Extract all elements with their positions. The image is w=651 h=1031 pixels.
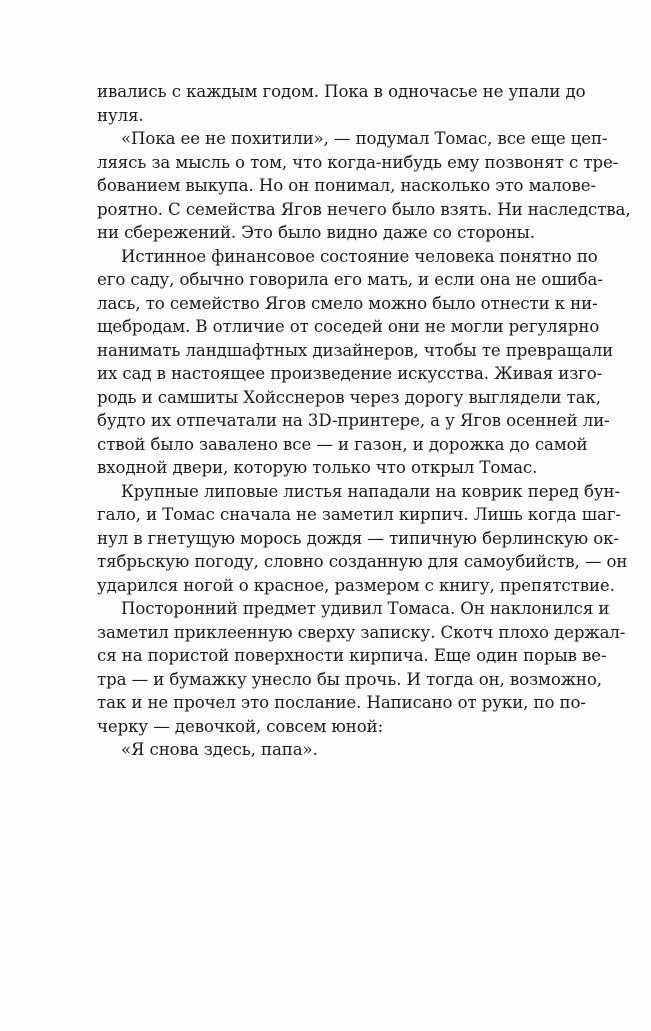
text-line: тябрьскую погоду, словно созданную для самоубийств, — он [97,552,628,571]
text-line: гало, и Томас сначала не заметил кирпич. Лишь когда шаг- [97,505,621,524]
text-line: их сад в настоящее произведение искусства. Живая изго- [97,364,603,383]
text-line: ивались с каждым годом. Пока в одночасье не упали до [97,82,586,101]
paragraph-4 [97,480,628,598]
paragraph-5 [97,597,626,738]
text-line: лась, то семейство Ягов смело можно было отнести к ни- [97,293,598,313]
text-line: Крупные липовые листья нападали на коврик перед бун- [121,481,620,501]
paragraph-6 [97,738,563,762]
paragraph-3 [97,245,614,480]
text-line: нул в гнетущую морось дождя — типичную берлинскую ок- [97,528,619,548]
text-line: его саду, обычно говорила его мать, и если она не ошиба- [97,270,603,289]
text-line: ся на пористой поверхности кирпича. Еще один порыв ве- [97,646,607,665]
paragraph-1 [97,80,586,127]
text-line: входной двери, которую только что открыл Томас. [97,458,538,477]
text-line: будто их отпечатали на 3D-принтере, а у Ягов осенней ли- [97,411,610,430]
text-line: нанимать ландшафтных дизайнеров, чтобы те превращали [97,340,614,360]
text-line: «Пока ее не похитили», — подумал Томас, все еще цеп- [121,129,608,148]
text-line: ударился ногой о красное, размером с книгу, препятствие. [97,575,615,595]
text-line: Истинное финансовое состояние человека понятно по [121,246,598,266]
text-line: родь и самшиты Хойсснеров через дорогу выглядели так, [97,387,601,407]
text-line: Посторонний предмет удивил Томаса. Он наклонился и [121,599,610,618]
text-line: так и не прочел это послание. Написано от руки, по по- [97,693,586,712]
text-line: заметил приклеенную сверху записку. Скотч плохо держал- [97,622,626,642]
text-line: черку — девочкой, совсем юной: [97,716,384,736]
text-line: «Я снова здесь, папа». [121,740,318,759]
text-line: ни сбережений. Это было видно даже со стороны. [97,223,535,242]
text-line: нуля. [97,105,144,125]
text-line: щебродам. В отличие от соседей они не могли регулярно [97,317,600,336]
text-line: тра — и бумажку унесло бы прочь. И тогда он, возможно, [97,669,602,689]
body-text [97,80,631,762]
text-line: роятно. С семейства Ягов нечего было взять. Ни наследства, [97,199,631,219]
text-line: бованием выкупа. Но он понимал, насколько это малове- [97,176,597,195]
text-line: ствой было завалено все — и газон, и дорожка до самой [97,434,588,454]
text-line: ляясь за мысль о том, что когда-нибудь ему позвонят с тре- [97,152,619,172]
paragraph-2 [97,127,631,245]
